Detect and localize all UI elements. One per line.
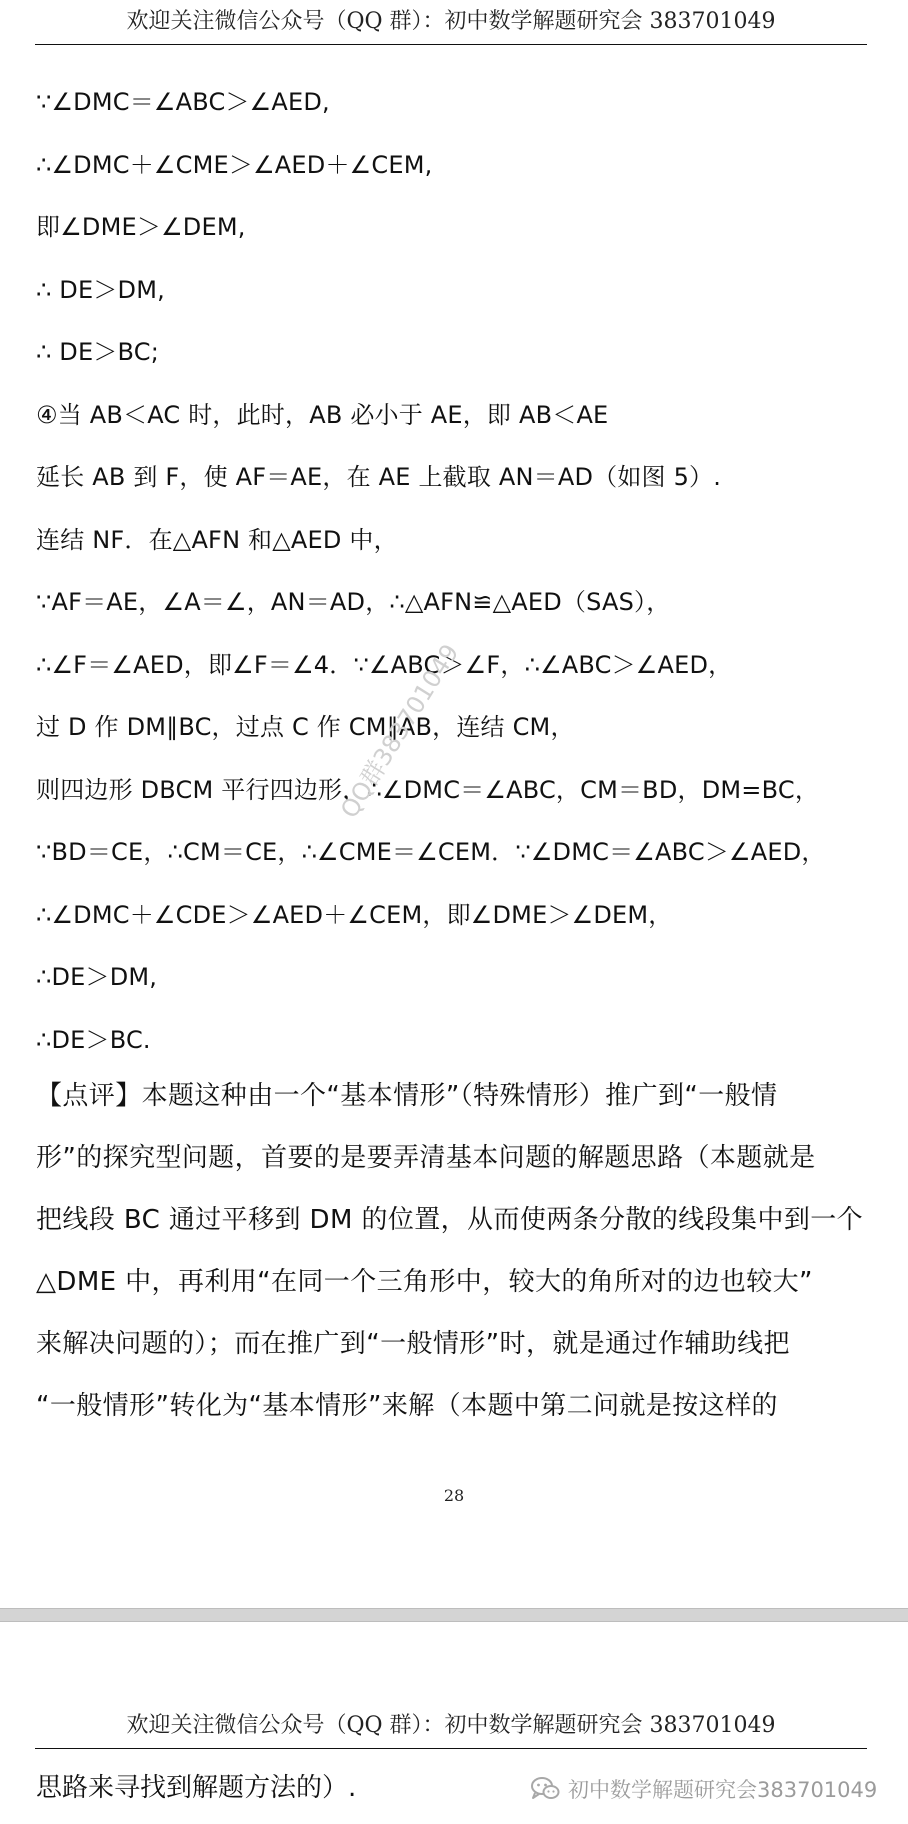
commentary-line: 形”的探究型问题，首要的是要弄清基本问题的解题思路（本题就是 [36, 1143, 816, 1173]
commentary-line: 把线段 BC 通过平移到 DM 的位置，从而使两条分散的线段集中到一个 [36, 1205, 864, 1235]
proof-line: ∴ DE＞DM, [36, 275, 165, 304]
proof-line: 延长 AB 到 F，使 AF＝AE，在 AE 上截取 AN＝AD（如图 5）. [36, 463, 722, 491]
proof-line: ∴∠DMC＋∠CDE＞∠AED＋∠CEM，即∠DME＞∠DEM， [36, 900, 673, 929]
proof-line: ∴∠DMC＋∠CME＞∠AED＋∠CEM, [36, 150, 433, 179]
proof-line: ④当 AB＜AC 时，此时，AB 必小于 AE，即 AB＜AE [36, 400, 609, 429]
wechat-icon [530, 1776, 560, 1802]
proof-line: ∴DE＞BC. [36, 1025, 151, 1054]
wechat-brand-watermark [530, 1772, 877, 1806]
commentary-line: 来解决问题的）；而在推广到“一般情形”时，就是通过作辅助线把 [36, 1329, 790, 1359]
page-header: 欢迎关注微信公众号（QQ 群）：初中数学解题研究会 383701049 [35, 1704, 867, 1749]
page-number: 28 [443, 1486, 465, 1505]
watermark: QQ群383701049 [335, 639, 465, 824]
proof-line: 过 D 作 DM∥BC，过点 C 作 CM∥AB，连结 CM， [36, 713, 575, 741]
proof-line: ∵∠DMC＝∠ABC＞∠AED, [36, 88, 330, 116]
proof-line: ∵BD＝CE，∴CM＝CE，∴∠CME＝∠CEM．∵∠DMC＝∠ABC＞∠AED， [36, 838, 826, 866]
page-separator [0, 1608, 908, 1622]
proof-line: 即∠DME＞∠DEM, [36, 213, 246, 241]
commentary-line: “一般情形”转化为“基本情形”来解（本题中第二问就是按这样的 [36, 1391, 778, 1421]
document-page-2 [0, 1622, 908, 1824]
proof-line: ∴∠F＝∠AED，即∠F＝∠4．∵∠ABC＞∠F，∴∠ABC＞∠AED， [36, 650, 733, 679]
brand-text: 初中数学解题研究会383701049 [568, 1778, 878, 1802]
proof-lines [36, 71, 876, 1071]
page-header: 欢迎关注微信公众号（QQ 群）：初中数学解题研究会 383701049 [35, 0, 867, 45]
commentary-line: 【点评】本题这种由一个“基本情形”（特殊情形）推广到“一般情 [36, 1081, 778, 1111]
continuation-line: 思路来寻找到解题方法的）. [36, 1773, 357, 1803]
commentary-line: △DME 中，再利用“在同一个三角形中，较大的角所对的边也较大” [36, 1267, 813, 1297]
proof-line: 连结 NF．在△AFN 和△AED 中， [36, 525, 398, 554]
proof-line: 则四边形 DBCM 平行四边形，∴∠DMC＝∠ABC，CM＝BD，DM=BC， [36, 775, 820, 804]
proof-line: ∴ DE＞BC; [36, 338, 160, 366]
commentary-paragraph [36, 1065, 876, 1437]
proof-line: ∵AF＝AE，∠A＝∠，AN＝AD，∴△AFN≌△AED（SAS）， [36, 588, 671, 616]
proof-line: ∴DE＞DM, [36, 963, 158, 991]
